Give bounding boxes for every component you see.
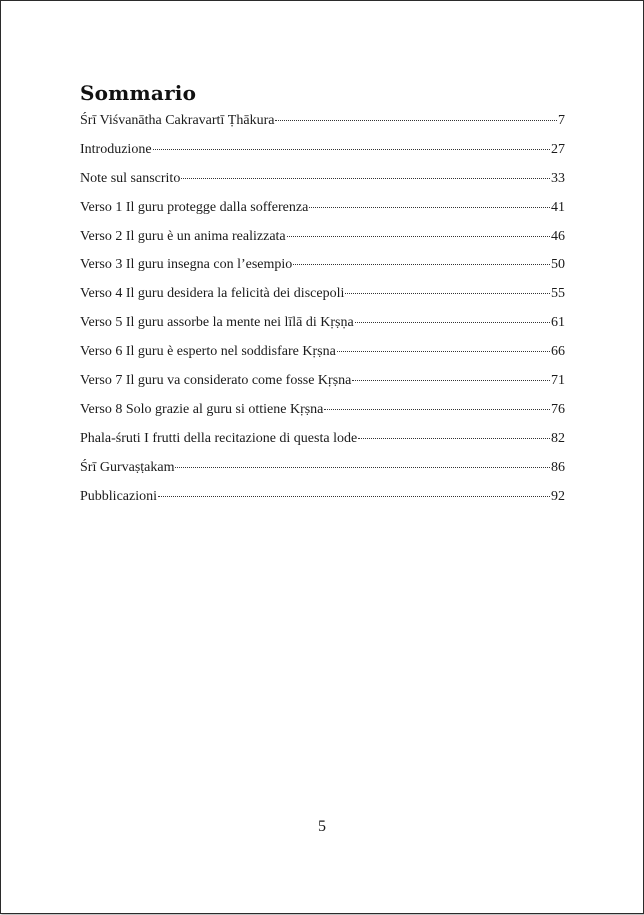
toc-entry-title: Śrī Gurvaṣṭakam bbox=[80, 459, 175, 475]
dot-leader bbox=[287, 236, 550, 237]
toc-entry bbox=[80, 313, 565, 342]
toc-entry-title: Śrī Viśvanātha Cakravartī Ṭhākura bbox=[80, 113, 275, 128]
toc-entry-title: Verso 4 Il guru desidera la felicità dei discepoli bbox=[80, 286, 345, 302]
dot-leader bbox=[181, 178, 550, 179]
toc-page-number: 7 bbox=[558, 113, 565, 128]
toc-entry bbox=[80, 169, 565, 198]
toc-entry-title: Note sul sanscrito bbox=[80, 170, 181, 186]
toc-entry-title: Verso 5 Il guru assorbe la mente nei līlā di Kṛṣṇa bbox=[80, 315, 354, 331]
toc-page-number: 33 bbox=[551, 170, 565, 186]
dot-leader bbox=[355, 322, 550, 323]
toc-entry-title: Pubblicazioni bbox=[80, 488, 157, 504]
dot-leader bbox=[175, 467, 550, 468]
toc-entry-title: Verso 2 Il guru è un anima realizzata bbox=[80, 228, 286, 244]
toc-entry bbox=[80, 227, 565, 256]
toc-entry-title: Verso 1 Il guru protegge dalla sofferenza bbox=[80, 199, 309, 215]
toc-page-number: 55 bbox=[551, 286, 565, 302]
dot-leader bbox=[275, 120, 557, 121]
dot-leader bbox=[293, 264, 550, 265]
dot-leader bbox=[352, 380, 550, 381]
contents-heading: Sommario bbox=[80, 81, 197, 105]
toc-entry-title: Introduzione bbox=[80, 141, 152, 157]
toc-entry bbox=[80, 429, 565, 458]
toc-entry bbox=[80, 284, 565, 313]
toc-page-number: 46 bbox=[551, 228, 565, 244]
dot-leader bbox=[337, 351, 550, 352]
page-number: 5 bbox=[318, 818, 326, 835]
toc-entry-title: Verso 7 Il guru va considerato come fosse Kṛṣna bbox=[80, 373, 352, 389]
toc-entry-title: Verso 8 Solo grazie al guru si ottiene Kṛṣna bbox=[80, 401, 324, 417]
toc-entry-title: Verso 6 Il guru è esperto nel soddisfare Kṛṣna bbox=[80, 344, 336, 360]
dot-leader bbox=[158, 496, 550, 497]
toc-page-number: 71 bbox=[551, 373, 565, 389]
toc-entry bbox=[80, 487, 565, 516]
toc-page-number: 76 bbox=[551, 401, 565, 417]
toc-entry bbox=[80, 458, 565, 487]
toc-page-number: 86 bbox=[551, 459, 565, 475]
dot-leader bbox=[309, 207, 550, 208]
dot-leader bbox=[153, 149, 550, 150]
toc-entry bbox=[80, 342, 565, 371]
toc-entry-title: Phala-śruti I frutti della recitazione di questa lode bbox=[80, 430, 358, 446]
toc-entry bbox=[80, 140, 565, 169]
toc-page-number: 41 bbox=[551, 199, 565, 215]
toc-page-number: 82 bbox=[551, 430, 565, 446]
dot-leader bbox=[345, 293, 550, 294]
toc-entry bbox=[80, 255, 565, 284]
toc-page-number: 92 bbox=[551, 488, 565, 504]
toc-entry-title: Verso 3 Il guru insegna con l’esempio bbox=[80, 257, 293, 273]
toc-entry bbox=[80, 400, 565, 429]
dot-leader bbox=[324, 409, 550, 410]
toc-entry bbox=[80, 111, 565, 140]
dot-leader bbox=[358, 438, 550, 439]
toc-page-number: 50 bbox=[551, 257, 565, 273]
table-of-contents bbox=[80, 111, 565, 515]
toc-entry bbox=[80, 198, 565, 227]
toc-page-number: 66 bbox=[551, 344, 565, 360]
toc-page-number: 27 bbox=[551, 141, 565, 157]
toc-entry bbox=[80, 371, 565, 400]
toc-page-number: 61 bbox=[551, 315, 565, 331]
